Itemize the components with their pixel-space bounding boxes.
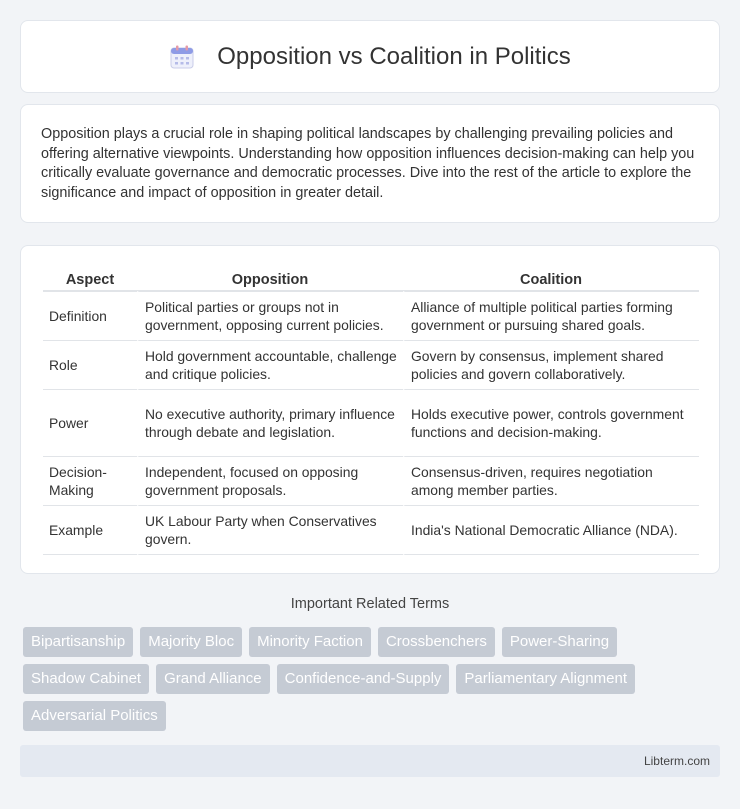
footer-site-link[interactable]: Libterm.com <box>643 754 710 768</box>
table-row <box>43 456 699 505</box>
header-coalition: Coalition <box>403 266 699 291</box>
tag-minority-faction[interactable]: Minority Faction <box>249 627 371 657</box>
cell-aspect: Role <box>43 340 137 389</box>
table-row <box>43 340 699 389</box>
intro-card <box>20 104 720 223</box>
header-aspect: Aspect <box>43 266 137 291</box>
related-terms-title: Important Related Terms <box>290 596 450 612</box>
tag-parliamentary-alignment[interactable]: Parliamentary Alignment <box>456 664 635 694</box>
cell-opposition: Hold government accountable, challenge and critique policies. <box>137 340 403 389</box>
tag-bipartisanship[interactable]: Bipartisanship <box>23 627 133 657</box>
related-terms-list <box>23 627 723 731</box>
cell-coalition: Govern by consensus, implement shared policies and govern collaboratively. <box>403 340 699 389</box>
tag-shadow-cabinet[interactable]: Shadow Cabinet <box>23 664 149 694</box>
cell-aspect: Example <box>43 505 137 555</box>
calendar-icon <box>169 44 195 70</box>
header-opposition: Opposition <box>137 266 403 291</box>
tag-crossbenchers[interactable]: Crossbenchers <box>378 627 495 657</box>
intro-text: Opposition plays a crucial role in shaping political landscapes by challenging prevailing policies and offering alternative viewpoints. Understanding how opposition influences decision-making can help you critically evaluate governance and democratic processes. Dive into the rest of the article to explore the significance and impact of opposition in greater detail. <box>41 126 695 201</box>
tag-majority-bloc[interactable]: Majority Bloc <box>140 627 242 657</box>
tag-confidence-and-supply[interactable]: Confidence-and-Supply <box>277 664 450 694</box>
cell-coalition: India's National Democratic Alliance (NDA). <box>403 505 699 555</box>
title-wrap <box>169 43 571 71</box>
comparison-table-card <box>20 245 720 574</box>
cell-opposition: No executive authority, primary influence through debate and legislation. <box>137 389 403 456</box>
header-card <box>20 20 720 93</box>
cell-aspect: Definition <box>43 291 137 340</box>
tag-grand-alliance[interactable]: Grand Alliance <box>156 664 270 694</box>
cell-coalition: Holds executive power, controls government functions and decision-making. <box>403 389 699 456</box>
table-row <box>43 505 699 555</box>
tag-adversarial-politics[interactable]: Adversarial Politics <box>23 701 166 731</box>
cell-coalition: Consensus-driven, requires negotiation among member parties. <box>403 456 699 505</box>
table-row <box>43 389 699 456</box>
cell-aspect: Decision-Making <box>43 456 137 505</box>
cell-coalition: Alliance of multiple political parties forming government or pursuing shared goals. <box>403 291 699 340</box>
cell-opposition: Political parties or groups not in government, opposing current policies. <box>137 291 403 340</box>
footer <box>20 745 720 777</box>
tag-power-sharing[interactable]: Power-Sharing <box>502 627 617 657</box>
cell-aspect: Power <box>43 389 137 456</box>
table-header-row <box>43 266 699 291</box>
table-row <box>43 291 699 340</box>
page-title: Opposition vs Coalition in Politics <box>217 42 571 70</box>
cell-opposition: Independent, focused on opposing government proposals. <box>137 456 403 505</box>
comparison-table <box>43 266 699 555</box>
cell-opposition: UK Labour Party when Conservatives govern. <box>137 505 403 555</box>
